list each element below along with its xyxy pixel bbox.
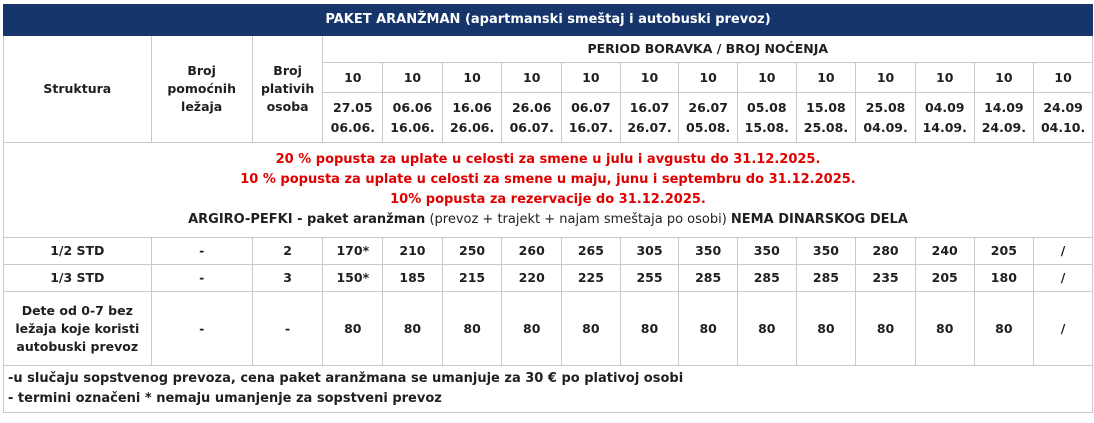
price-cell: 170*: [323, 238, 383, 265]
note-line-2: - termini označeni * nemaju umanjenje za sopstveni prevoz: [8, 391, 442, 406]
date-range-cell: [502, 93, 562, 143]
price-cell: 80: [620, 292, 679, 366]
price-cell: 215: [442, 265, 502, 292]
nights-cell: 10: [796, 63, 856, 93]
price-cell: 210: [383, 238, 443, 265]
date-range-cell: [974, 93, 1034, 143]
date-from: 24.09: [1043, 99, 1083, 115]
promo-block: [4, 143, 1093, 238]
date-to: 06.06.: [330, 119, 375, 135]
price-rows: [4, 238, 1093, 366]
date-range-cell: [737, 93, 796, 143]
nights-cell: 10: [620, 63, 679, 93]
table-row: [4, 238, 1093, 265]
date-to: 04.09.: [863, 119, 908, 135]
price-cell: 80: [856, 292, 916, 366]
price-cell: 80: [502, 292, 562, 366]
price-cell: 285: [796, 265, 856, 292]
date-to: 06.07.: [509, 119, 554, 135]
header-pomocni-lezaji: Broj pomoćnih ležaja: [151, 36, 252, 143]
pomocni-lezaji-cell: -: [151, 292, 252, 366]
date-range-cell: [620, 93, 679, 143]
date-to: 26.06.: [449, 119, 495, 135]
table-title: PAKET ARANŽMAN (apartmanski smeštaj i autobuski prevoz): [4, 5, 1093, 36]
promo-line-3: 10% popusta za rezervacije do 31.12.2025.: [390, 192, 706, 207]
table-row: [4, 265, 1093, 292]
price-cell: 260: [502, 238, 562, 265]
package-note: NEMA DINARSKOG DELA: [730, 212, 908, 227]
price-cell: 180: [974, 265, 1034, 292]
date-from: 04.09: [924, 99, 965, 115]
date-range-cell: [915, 93, 974, 143]
date-from: 27.05: [333, 99, 373, 115]
date-range-cell: [856, 93, 916, 143]
price-cell: 80: [796, 292, 856, 366]
date-from: 15.08: [806, 99, 846, 115]
nights-cell: 10: [562, 63, 621, 93]
date-range-cell: [679, 93, 738, 143]
date-range-cell: [323, 93, 383, 143]
price-cell: 80: [737, 292, 796, 366]
price-cell: 80: [323, 292, 383, 366]
date-to: 24.09.: [981, 119, 1026, 135]
price-cell: 350: [679, 238, 738, 265]
price-cell: 80: [562, 292, 621, 366]
date-from: 16.06: [452, 99, 492, 115]
nights-cell: 10: [974, 63, 1034, 93]
price-cell: 280: [856, 238, 916, 265]
row-label: 1/2 STD: [4, 238, 152, 265]
date-range-cell: [1034, 93, 1093, 143]
price-cell: 220: [502, 265, 562, 292]
price-cell: 80: [974, 292, 1034, 366]
pomocni-lezaji-cell: -: [151, 265, 252, 292]
price-cell: /: [1034, 238, 1093, 265]
row-label: 1/3 STD: [4, 265, 152, 292]
date-to: 15.08.: [744, 119, 789, 135]
date-range-cell: [383, 93, 443, 143]
price-cell: 350: [796, 238, 856, 265]
date-from: 05.08: [747, 99, 787, 115]
price-cell: 150*: [323, 265, 383, 292]
plative-osobe-cell: 3: [252, 265, 323, 292]
price-cell: 255: [620, 265, 679, 292]
price-cell: 350: [737, 238, 796, 265]
date-to: 16.07.: [568, 119, 614, 135]
nights-cell: 10: [856, 63, 916, 93]
plative-osobe-cell: 2: [252, 238, 323, 265]
price-cell: 235: [856, 265, 916, 292]
price-cell: 80: [915, 292, 974, 366]
date-to: 14.09.: [922, 119, 967, 135]
date-to: 25.08.: [803, 119, 849, 135]
plative-osobe-cell: -: [252, 292, 323, 366]
price-cell: 80: [383, 292, 443, 366]
price-cell: /: [1034, 265, 1093, 292]
price-cell: 265: [562, 238, 621, 265]
table-row: [4, 292, 1093, 366]
price-cell: 205: [915, 265, 974, 292]
price-cell: 285: [679, 265, 738, 292]
nights-cell: 10: [1034, 63, 1093, 93]
price-cell: 225: [562, 265, 621, 292]
price-cell: 205: [974, 238, 1034, 265]
package-name: ARGIRO-PEFKI - paket aranžman: [188, 212, 426, 227]
notes-block: [4, 366, 1093, 413]
package-includes: (prevoz + trajekt + najam smeštaja po osobi): [425, 212, 731, 227]
price-cell: 80: [679, 292, 738, 366]
promo-line-1: 20 % popusta za uplate u celosti za smene u julu i avgustu do 31.12.2025.: [275, 152, 821, 167]
date-from: 26.06: [511, 99, 552, 115]
date-from: 16.07: [629, 99, 670, 115]
price-cell: 240: [915, 238, 974, 265]
nights-cell: 10: [737, 63, 796, 93]
price-cell: 185: [383, 265, 443, 292]
nights-cell: 10: [915, 63, 974, 93]
date-to: 05.08.: [686, 119, 731, 135]
package-description: [4, 210, 1092, 230]
date-to: 04.10.: [1040, 119, 1086, 135]
date-range-cell: [442, 93, 502, 143]
price-table-container: [3, 4, 1093, 413]
date-from: 25.08: [865, 99, 906, 115]
price-cell: 285: [737, 265, 796, 292]
date-range-cell: [796, 93, 856, 143]
nights-cell: 10: [502, 63, 562, 93]
header-struktura: Struktura: [4, 36, 152, 143]
note-line-1: -u slučaju sopstvenog prevoza, cena paket aranžmana se umanjuje za 30 € po plativoj osobi: [8, 371, 684, 386]
nights-cell: 10: [679, 63, 738, 93]
price-cell: /: [1034, 292, 1093, 366]
date-from: 06.07: [571, 99, 611, 115]
date-from: 14.09: [984, 99, 1024, 115]
promo-line-2: 10 % popusta za uplate u celosti za smene u maju, junu i septembru do 31.12.2025.: [240, 172, 856, 187]
header-plative-osobe: Broj plativih osoba: [252, 36, 323, 143]
nights-cell: 10: [442, 63, 502, 93]
date-to: 16.06.: [390, 119, 435, 135]
price-cell: 250: [442, 238, 502, 265]
nights-cell: 10: [383, 63, 443, 93]
date-range-cell: [562, 93, 621, 143]
header-period: PERIOD BORAVKA / BROJ NOĆENJA: [323, 36, 1093, 63]
pomocni-lezaji-cell: -: [151, 238, 252, 265]
date-to: 26.07.: [627, 119, 672, 135]
price-cell: 80: [442, 292, 502, 366]
price-table: [3, 4, 1093, 413]
price-cell: 305: [620, 238, 679, 265]
nights-cell: 10: [323, 63, 383, 93]
row-label: Dete od 0-7 bez ležaja koje koristi autobuski prevoz: [4, 292, 152, 366]
date-from: 06.06: [392, 99, 433, 115]
date-from: 26.07: [688, 99, 728, 115]
